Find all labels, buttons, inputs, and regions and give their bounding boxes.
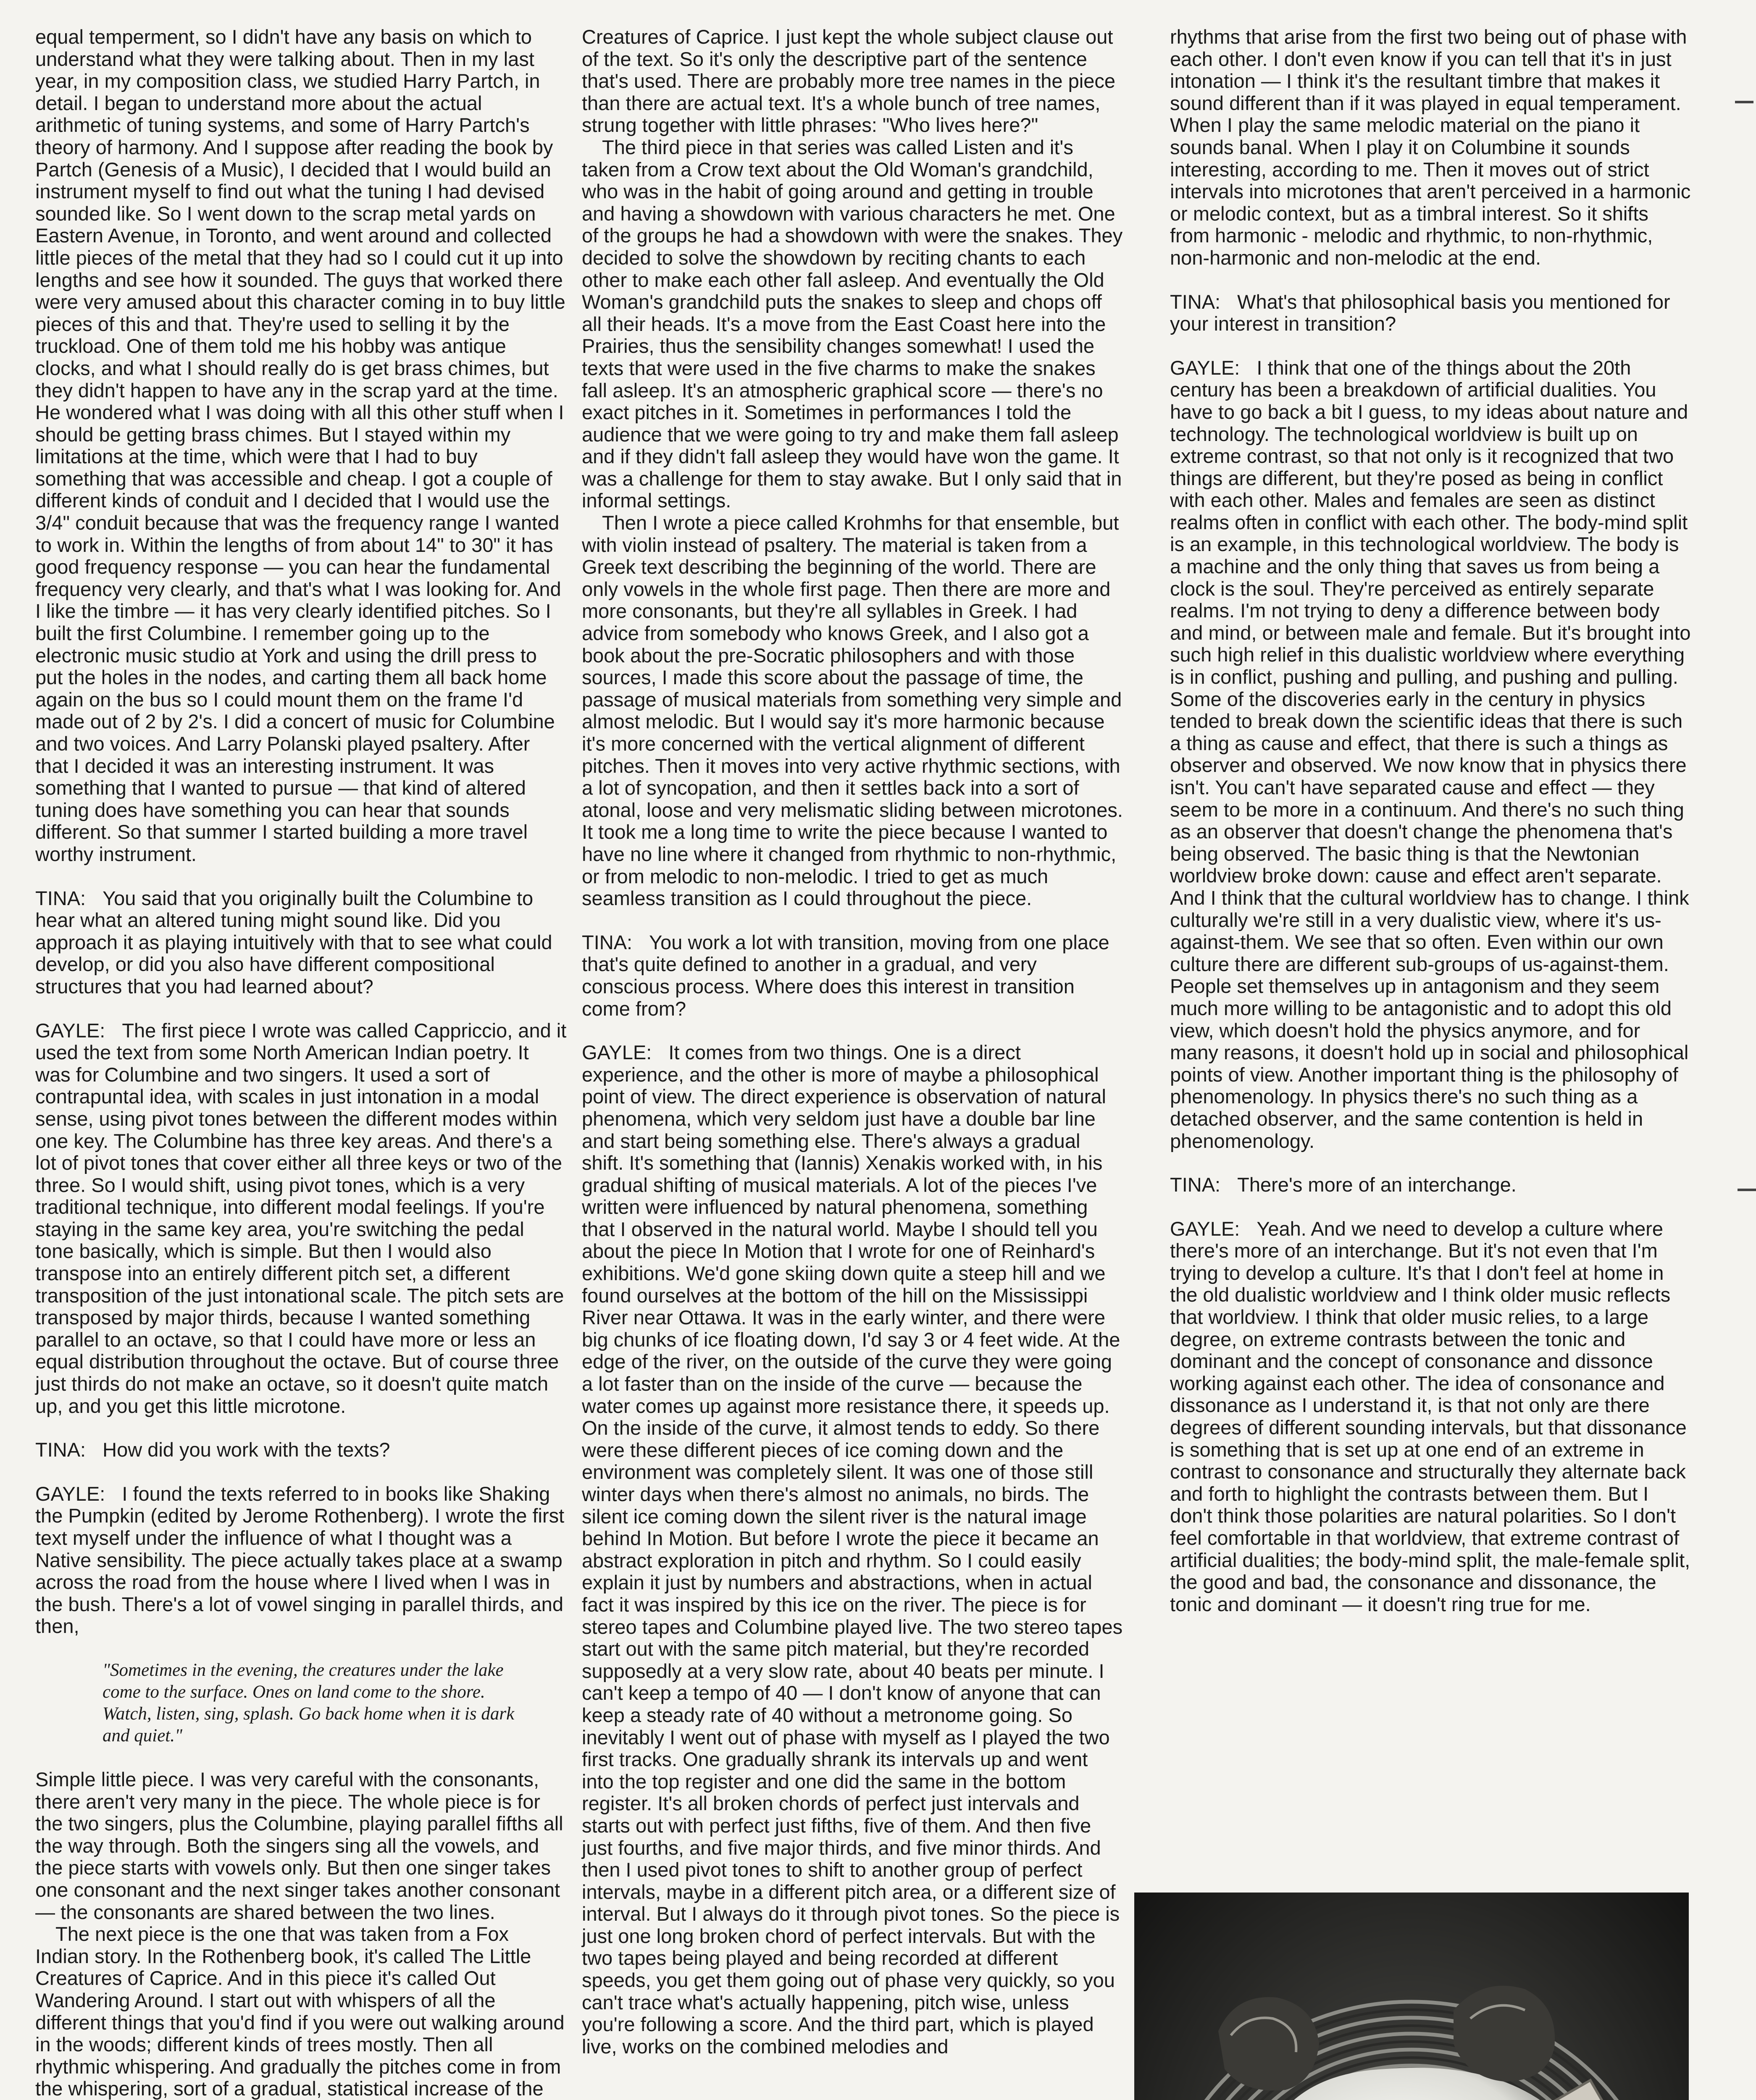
speaker-label: TINA: <box>582 931 633 953</box>
paragraph: rhythms that arise from the first two being out of phase with each other. I don't even know if you can tell that it's in just intonation — I think it's the resultant timbre that makes it sound different than if it was played in equal temperament. When I play the same melodic material on the piano it sounds banal. When I play it on Columbine it sounds interesting, according to me. Then it moves out of strict intervals into microtones that aren't perceived in a harmonic or melodic context, but as a timbral interest. So it shifts from harmonic - melodic and rhythmic, to non-rhythmic, non-harmonic and non-melodic at the end. <box>1170 26 1691 269</box>
speaker-label: GAYLE: <box>1170 356 1240 379</box>
paragraph: Simple little piece. I was very careful with the consonants, there aren't very many in the piece. The whole piece is for the two singers, plus the Columbine, playing parallel fifths all the way through. Both the singers sing all the vowels, and the piece starts with vowels only. But then one singer takes one consonant and the next singer takes another consonant — the consonants are shared between the two lines. <box>35 1768 563 1923</box>
speaker-label: TINA: <box>1170 290 1221 313</box>
interview-exchange <box>35 1483 567 1638</box>
speaker-label: GAYLE: <box>582 1041 652 1064</box>
scan-mark <box>1738 1189 1756 1191</box>
speaker-label: GAYLE: <box>1170 1217 1240 1240</box>
speaker-label: GAYLE: <box>35 1019 105 1042</box>
paragraph: equal temperment, so I didn't have any basis on which to understand what they were talking about. Then in my last year, in my composition class, we studied Harry Partch, in detail. I began to understand more about the actual arithmetic of tuning systems, and some of Harry Partch's theory of harmony. And I suppose after reading the book by Partch (Genesis of a Music), I decided that I would build an instrument myself to find out what the tuning I had devised sounded like. So I went down to the scrap metal yards on Eastern Avenue, in Toronto, and went around and collected little pieces of the metal that they had so I could cut it up into lengths and see how it sounded. The guys that worked there were very amused about this character coming in to buy little pieces of this and that. They're used to selling it by the truckload. One of them told me his hobby was antique clocks, and what I should really do is get brass chimes, but they didn't happen to have any in the scrap yard at the time. He wondered what I was doing with all this other stuff when I should be getting brass chimes. But I stayed within my limitations at the time, which were that I had to buy something that was accessible and cheap. I got a couple of different kinds of conduit and I decided that I would use the 3/4" conduit because that was the frequency range I wanted to work in. Within the lengths of from about 14" to 30" it has good frequency response — you can hear the fundamental frequency very clearly, and that's what I was looking for. And I like the timbre — it has very clearly identified pitches. So I built the first Columbine. I remember going up to the electronic music studio at York and using the drill press to put the holes in the nodes, and carting them all back home again on the bus so I could mount them on the frame I'd made out of 2 by 2's. I did a concert of music for Columbine and two voices. And Larry Polanski played psaltery. After that I decided it was an interesting instrument. It was something that I wanted to pursue — that kind of altered tuning does have something you can hear that sounds different. So that summer I started building a more travel worthy instrument. <box>35 26 565 865</box>
paragraph: What's that philosophical basis you mentioned for your interest in transition? <box>1170 290 1670 335</box>
paragraph: The next piece is the one that was taken from a Fox Indian story. In the Rothenberg book, it's called The Little Creatures of Caprice. And in this piece it's called Out Wandering Around. I start out with whispers of all the different things that you'd find if you were out walking around in the woods; different kinds of trees mostly. Then all rhythmic whispering. And gradually the pitches come in from the whispering, sort of a gradual, statistical increase of the <box>35 1923 565 2100</box>
poem-quote: "Sometimes in the evening, the creatures under the lake come to the surface. Ones on land come to the shore. Watch, listen, sing, splash. Go back home when it is dark and quiet." <box>103 1660 515 1746</box>
interview-exchange <box>1170 1174 1691 1196</box>
interview-exchange <box>1170 357 1691 1152</box>
scan-mark <box>1735 101 1753 103</box>
speaker-label: TINA: <box>1170 1173 1221 1196</box>
paragraph: I think that one of the things about the 20th century has been a breakdown of artificial dualities. You have to go back a bit I guess, to my ideas about nature and technology. The technological worldview is built up on extreme contrast, so that not only is it recognized that two things are different, but they're posed as being in conflict with each other. Males and females are seen as distinct realms often in conflict with each other. The body-mind split is an example, in this technological worldview. The body is a machine and the only thing that saves us from being a clock is the soul. They're perceived as entirely separate realms. I'm not trying to deny a difference between body and mind, or between male and female. But it's brought into such high relief in this dualistic worldview where everything is in conflict, pushing and pulling, and pushing and pulling. Some of the discoveries early in the century in physics tended to break down the scientific ideas that there is such a thing as cause and effect, that there is such a things as observer and observed. We now know that in physics there isn't. You can't have separated cause and effect — they seem to be more in a continuum. And there's no such thing as an observer that doesn't change the phenomena that's being observed. The basic thing is that the Newtonian worldview broke down: cause and effect aren't separate. And I think that the cultural worldview has to change. I think culturally we're still in a very dualistic view, where it's us-against-them. We see that so often. Even within our own culture there are different sub-groups of us-against-them. People set themselves up in antagonism and they seem much more willing to be antagonistic and to adopt this old view, which doesn't hold the physics anymore, and for many reasons, it doesn't hold up in social and philosophical points of view. Another important thing is the philosophy of phenomenology. In physics there's no such thing as a detached observer, and the same contention is held in phenomenology. <box>1170 356 1691 1152</box>
article-column-3 <box>1170 26 1691 1637</box>
interview-exchange <box>35 887 567 998</box>
paragraph: You said that you originally built the Columbine to hear what an altered tuning might sound like. Did you approach it as playing intuitively with that to see what could develop, or did you also have different compositional structures that you had learned about? <box>35 887 552 998</box>
paragraph: How did you work with the texts? <box>103 1438 390 1461</box>
paragraph: Creatures of Caprice. I just kept the whole subject clause out of the text. So it's only the descriptive part of the sentence that's used. There are probably more tree names in the piece than there are actual text. It's a whole bunch of tree names, strung together with little phrases: "Who lives here?" <box>582 26 1115 136</box>
paragraph: The third piece in that series was called Listen and it's taken from a Crow text about the Old Woman's grandchild, who was in the habit of going around and getting in trouble and having a showdown with various characters he met. One of the groups he had a showdown with were the snakes. They decided to solve the showdown by reciting chants to each other to make each other fall asleep. And eventually the Old Woman's grandchild puts the snakes to sleep and chops off all their heads. It's a move from the East Coast here into the Prairies, thus the sensibility changes somewhat! I used the texts that were used in the five charms to make the snakes fall asleep. It's an atmospheric graphical score — there's no exact pitches in it. Sometimes in performances I told the audience that we were going to try and make them fall asleep and if they didn't fall asleep they would have won the game. It was a challenge for them to stay awake. But I only said that in informal settings. <box>582 136 1123 512</box>
sculpture-image <box>1134 1893 1689 2100</box>
speaker-label: TINA: <box>35 1438 86 1461</box>
paragraph: It comes from two things. One is a direct experience, and the other is more of maybe a philosophical point of view. The direct experience is observation of natural phenomena, which very seldom just have a double bar line and start being something else. There's always a gradual shift. It's something that (Iannis) Xenakis worked with, in his gradual shifting of musical materials. A lot of the pieces I've written were influenced by natural phenomena, something that I observed in the natural world. Maybe I should tell you about the piece In Motion that I wrote for one of Reinhard's exhibitions. We'd gone skiing down quite a steep hill and we found ourselves at the bottom of the hill on the Mississippi River near Ottawa. It was in the early winter, and there were big chunks of ice floating down, I'd say 3 or 4 feet wide. At the edge of the river, on the outside of the curve they were going a lot faster than on the inside of the curve — because the water comes up against more resistance there, it speeds up. On the inside of the curve, it almost tends to eddy. So there were these different pieces of ice coming down and the environment was completely silent. It was one of those still winter days when there's almost no animals, no birds. The silent ice coming down the silent river is the natural image behind In Motion. But before I wrote the piece it became an abstract exploration in pitch and rhythm. So I could easily explain it just by numbers and abstractions, when in actual fact it was inspired by this ice on the river. The piece is for stereo tapes and Columbine played live. The two stereo tapes start out with the same pitch material, but they're recorded supposedly at a very slow rate, about 40 beats per minute. I can't keep a tempo of 40 — I don't know of anyone that can keep a steady rate of 40 without a metronome going. So inevitably I went out of phase with myself as I played the two first tracks. One gradually shrank its intervals up and went into the top register and one did the same in the bottom register. It's all broken chords of perfect just intervals and starts out with perfect just fifths, five of them. And then five just fourths, and five major thirds, and five minor thirds. And then I used pivot tones to shift to another group of perfect intervals, maybe in a different pitch area, or a different size of interval. But I always do it through pivot tones. So the piece is just one long broken chord of perfect intervals. But with the two tapes being played and being recorded at different speeds, you get them going out of phase very quickly, so you can't trace what's actually happening, pitch wise, unless you're following a score. And the third part, which is played live, works on the combined melodies and <box>582 1041 1123 2058</box>
paragraph: You work a lot with transition, moving from one place that's quite defined to another in a gradual, and very conscious process. Where does this interest in transition come from? <box>582 931 1109 1020</box>
interview-exchange <box>1170 1218 1691 1616</box>
paragraph: Then I wrote a piece called Krohmhs for that ensemble, but with violin instead of psaltery. The material is taken from a Greek text describing the beginning of the world. There are only vowels in the whole first page. Then there are more and more consonants, but they're all syllables in Greek. I had advice from somebody who knows Greek, and I also got a book about the pre-Socratic philosophers and with those sources, I made this score about the passage of time, the passage of musical materials from something very simple and almost melodic. But I would say it's more harmonic because it's more concerned with the vertical alignment of different pitches. Then it moves into very active rhythmic sections, with a lot of syncopation, and then it settles back into a sort of atonal, loose and very melismatic sliding between microtones. It took me a long time to write the piece because I wanted to have no line where it changed from rhythmic to non-rhythmic, or from melodic to non-melodic. I tried to get as much seamless transition as I could throughout the piece. <box>582 512 1123 910</box>
interview-exchange <box>1170 291 1691 335</box>
article-column-1 <box>35 26 567 2100</box>
interview-exchange <box>35 1020 567 1418</box>
sculpture-photo <box>1134 1893 1689 2100</box>
paragraph: There's more of an interchange. <box>1237 1173 1517 1196</box>
speaker-label: GAYLE: <box>35 1482 105 1505</box>
speaker-label: TINA: <box>35 887 86 909</box>
article-column-2 <box>582 26 1124 2079</box>
paragraph: I found the texts referred to in books like Shaking the Pumpkin (edited by Jerome Rothenberg). I wrote the first text myself under the influence of what I thought was a Native sensibility. The piece actually takes place at a swamp across the road from the house where I lived when I was in the bush. There's a lot of vowel singing in parallel thirds, and then, <box>35 1482 565 1638</box>
interview-exchange <box>35 1439 567 1461</box>
paragraph: Yeah. And we need to develop a culture where there's more of an interchange. But it's not even that I'm trying to develop a culture. It's that I don't feel at home in the old dualistic worldview and I think older music reflects that worldview. I think that older music relies, to a large degree, on extreme contrasts between the tonic and dominant and the concept of consonance and dissonce working against each other. The idea of consonance and dissonance as I understand it, is that not only are there degrees of different sounding intervals, but that dissonance is something that is set up at one end of an extreme in contrast to consonance and structurally they alternate back and forth to highlight the contrasts between them. But I don't think those polarities are natural polarities. So I don't feel comfortable in that worldview, that extreme contrast of artificial dualities; the body-mind split, the male-female split, the good and bad, the consonance and dissonance, the tonic and dominant — it doesn't ring true for me. <box>1170 1217 1690 1615</box>
interview-exchange <box>582 932 1124 1020</box>
interview-exchange <box>582 1042 1124 2058</box>
paragraph: The first piece I wrote was called Cappriccio, and it used the text from some North American Indian poetry. It was for Columbine and two singers. It used a sort of contrapuntal idea, with scales in just intonation in a modal sense, using pivot tones between the different modes within one key. The Columbine has three key areas. And there's a lot of pivot tones that cover either all three keys or two of the three. So I would shift, using pivot tones, which is a very traditional technique, into different modal feelings. If you're staying in the same key area, you're switching the pedal tone basically, which is simple. But then I would also transpose into an entirely different pitch set, a different transposition of the just intonational scale. The pitch sets are transposed by major thirds, because I wanted something parallel to an octave, so that I could have more or less an equal distribution throughout the octave. But of course three just thirds do not make an octave, so it doesn't quite match up, and you get this little microtone. <box>35 1019 567 1417</box>
